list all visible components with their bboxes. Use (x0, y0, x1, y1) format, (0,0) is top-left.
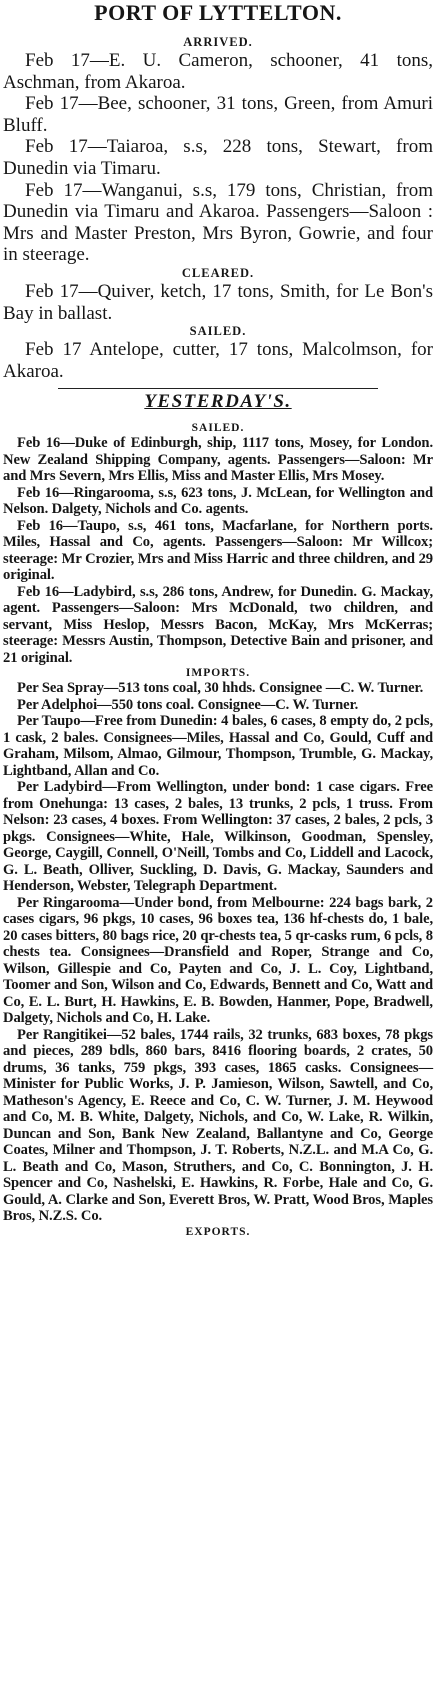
yesterdays-sailed-list (3, 435, 433, 666)
page-title: PORT OF LYTTELTON. (94, 0, 342, 25)
imports-entry: Per Adelphoi—550 tons coal. Consignee—C. W. Turner. (17, 696, 359, 713)
arrived-entry: Feb 17—Taiaroa, s.s, 228 tons, Stewart, from Dunedin via Timaru. (3, 136, 433, 179)
yesterdays-sailed-entry: Feb 16—Ringarooma, s.s, 623 tons, J. McLean, for Wellington and Nelson. Dalgety, Nichols and Co. agents. (3, 484, 433, 518)
arrived-entry: Feb 17—Wanganui, s.s, 179 tons, Christian, from Dunedin via Timaru and Akaroa. Passengers—Saloon : Mrs and Master Preston, Mrs Byron, Gowrie, and four in steerage. (3, 179, 433, 266)
arrived-heading: ARRIVED. (183, 35, 253, 49)
imports-entry: Per Ladybird—From Wellington, under bond: 1 case cigars. Free from Onehunga: 13 cases, 2 bales, 13 trunks, 2 pcls, 1 truss. From Nelson: 23 cases, 4 boxes. From Wellington: 37 cases, 2 bales, 2 pcls, 3 pkgs. Consignees—White, Hale, Wilkinson, Goodman, Spensley, George, Caygill, Connell, O'Neill, Tombs and Co, Liddell and Lacock, G. L. Beath, Olliver, Suckling, D. Davis, G. Mackay, Saunders and Henderson, Webster, Telegraph Department. (3, 779, 433, 895)
yesterdays-sailed-entry: Feb 16—Duke of Edinburgh, ship, 1117 tons, Mosey, for London. New Zealand Shipping Company, agents. Passengers—Saloon: Mr and Mrs Severn, Mrs Ellis, Miss and Master Ellis, Mrs Mosey. (3, 435, 433, 485)
arrived-list (3, 50, 433, 266)
sailed-heading: SAILED. (189, 324, 247, 339)
cleared-heading: CLEARED. (181, 265, 255, 280)
arrived-entry: Feb 17—Bee, schooner, 31 tons, Green, from Amuri Bluff. (3, 93, 433, 136)
yesterdays-sailed-heading: SAILED. (191, 422, 245, 435)
imports-entry: Per Sea Spray—513 tons coal, 30 hhds. Consignee —C. W. Turner. (17, 680, 424, 697)
exports-heading: EXPORTS. (185, 1225, 251, 1238)
yesterdays-heading: YESTERDAY'S. (144, 391, 292, 413)
imports-entry: Per Taupo—Free from Dunedin: 4 bales, 6 cases, 8 empty do, 2 pcls, 1 cask, 2 bales. Consignees—Miles, Hassal and Co, Gould, Cuff and Graham, Milsom, Almao, Gilmour, Thompson, Trumble, G. Mackay, Lightband, Allan and Co. (3, 713, 433, 779)
imports-entry: Per Ringarooma—Under bond, from Melbourne: 224 bags bark, 2 cases cigars, 96 pkgs, 10 cases, 96 boxes tea, 136 hf-chests do, 1 bale, 20 cases bitters, 80 bags rice, 20 qr-chests tea, 5 qr-casks rum, 6 pcls, 8 chests tea. Consignees—Dransfield and Roper, Strange and Co, Wilson, Gillespie and Co, Payten and Co, J. L. Coy, Lightband, Toomer and Son, Wilson and Co, Edwards, Bennett and Co, Watt and Co, E. L. Burt, H. Hawkins, E. B. Bowden, Hanmer, Pope, Bradwell, Dalgety, Nichols and Co, H. Lake. (3, 894, 433, 1027)
divider (58, 388, 378, 389)
yesterdays-sailed-entry: Feb 16—Ladybird, s.s, 286 tons, Andrew, for Dunedin. G. Mackay, agent. Passengers—Saloon: Mrs McDonald, two children, and servant, Miss Heslop, Messrs Bacon, McKay, Mrs McKerras; steerage: Messrs Austin, Thompson, Detective Bain and prisoner, and 21 original. (3, 583, 433, 666)
imports-entry: Per Rangitikei—52 bales, 1744 rails, 32 trunks, 683 boxes, 78 pkgs and pieces, 289 bdls, 860 bars, 8416 flooring boards, 2 crates, 50 drums, 36 tanks, 759 pkgs, 393 cases, 1865 casks. Consignees—Minister for Public Works, J. P. Jamieson, Wilson, Sawtell, and Co, Matheson's Agency, E. Reece and Co, C. W. Turner, J. M. Heywood and Co, M. B. White, Dalgety, Nichols, and Co, W. Lake, R. Wilkin, Duncan and Son, Bank New Zealand, Ballantyne and Co, George Coates, Milner and Thompson, J. T. Roberts, N.Z.L. and M.A Co, G. L. Beath and Co, Mason, Struthers, and Co, C. Bonnington, J. H. Spencer and Co, Nashelski, E. Hawkins, R. Forbe, Hale and Co, G. Gould, A. Clarke and Son, Everett Bros, W. Pratt, Wood Bros, Maples Bros, N.Z.S. Co. (3, 1026, 433, 1225)
cleared-entry: Feb 17—Quiver, ketch, 17 tons, Smith, for Le Bon's Bay in ballast. (3, 280, 433, 324)
arrived-entry: Feb 17—E. U. Cameron, schooner, 41 tons, Aschman, from Akaroa. (3, 50, 433, 93)
cleared-list (3, 281, 433, 324)
sailed-list (3, 339, 433, 382)
imports-heading: IMPORTS. (185, 667, 251, 680)
imports-list (3, 680, 433, 1225)
yesterdays-sailed-entry: Feb 16—Taupo, s.s, 461 tons, Macfarlane, for Northern ports. Miles, Hassal and Co, agents. Passengers—Saloon: Mr Willcox; steerage: Mr Crozier, Mrs and Miss Harric and three children, and 29 original. (3, 517, 433, 584)
sailed-entry: Feb 17 Antelope, cutter, 17 tons, Malcolmson, for Akaroa. (3, 339, 433, 382)
